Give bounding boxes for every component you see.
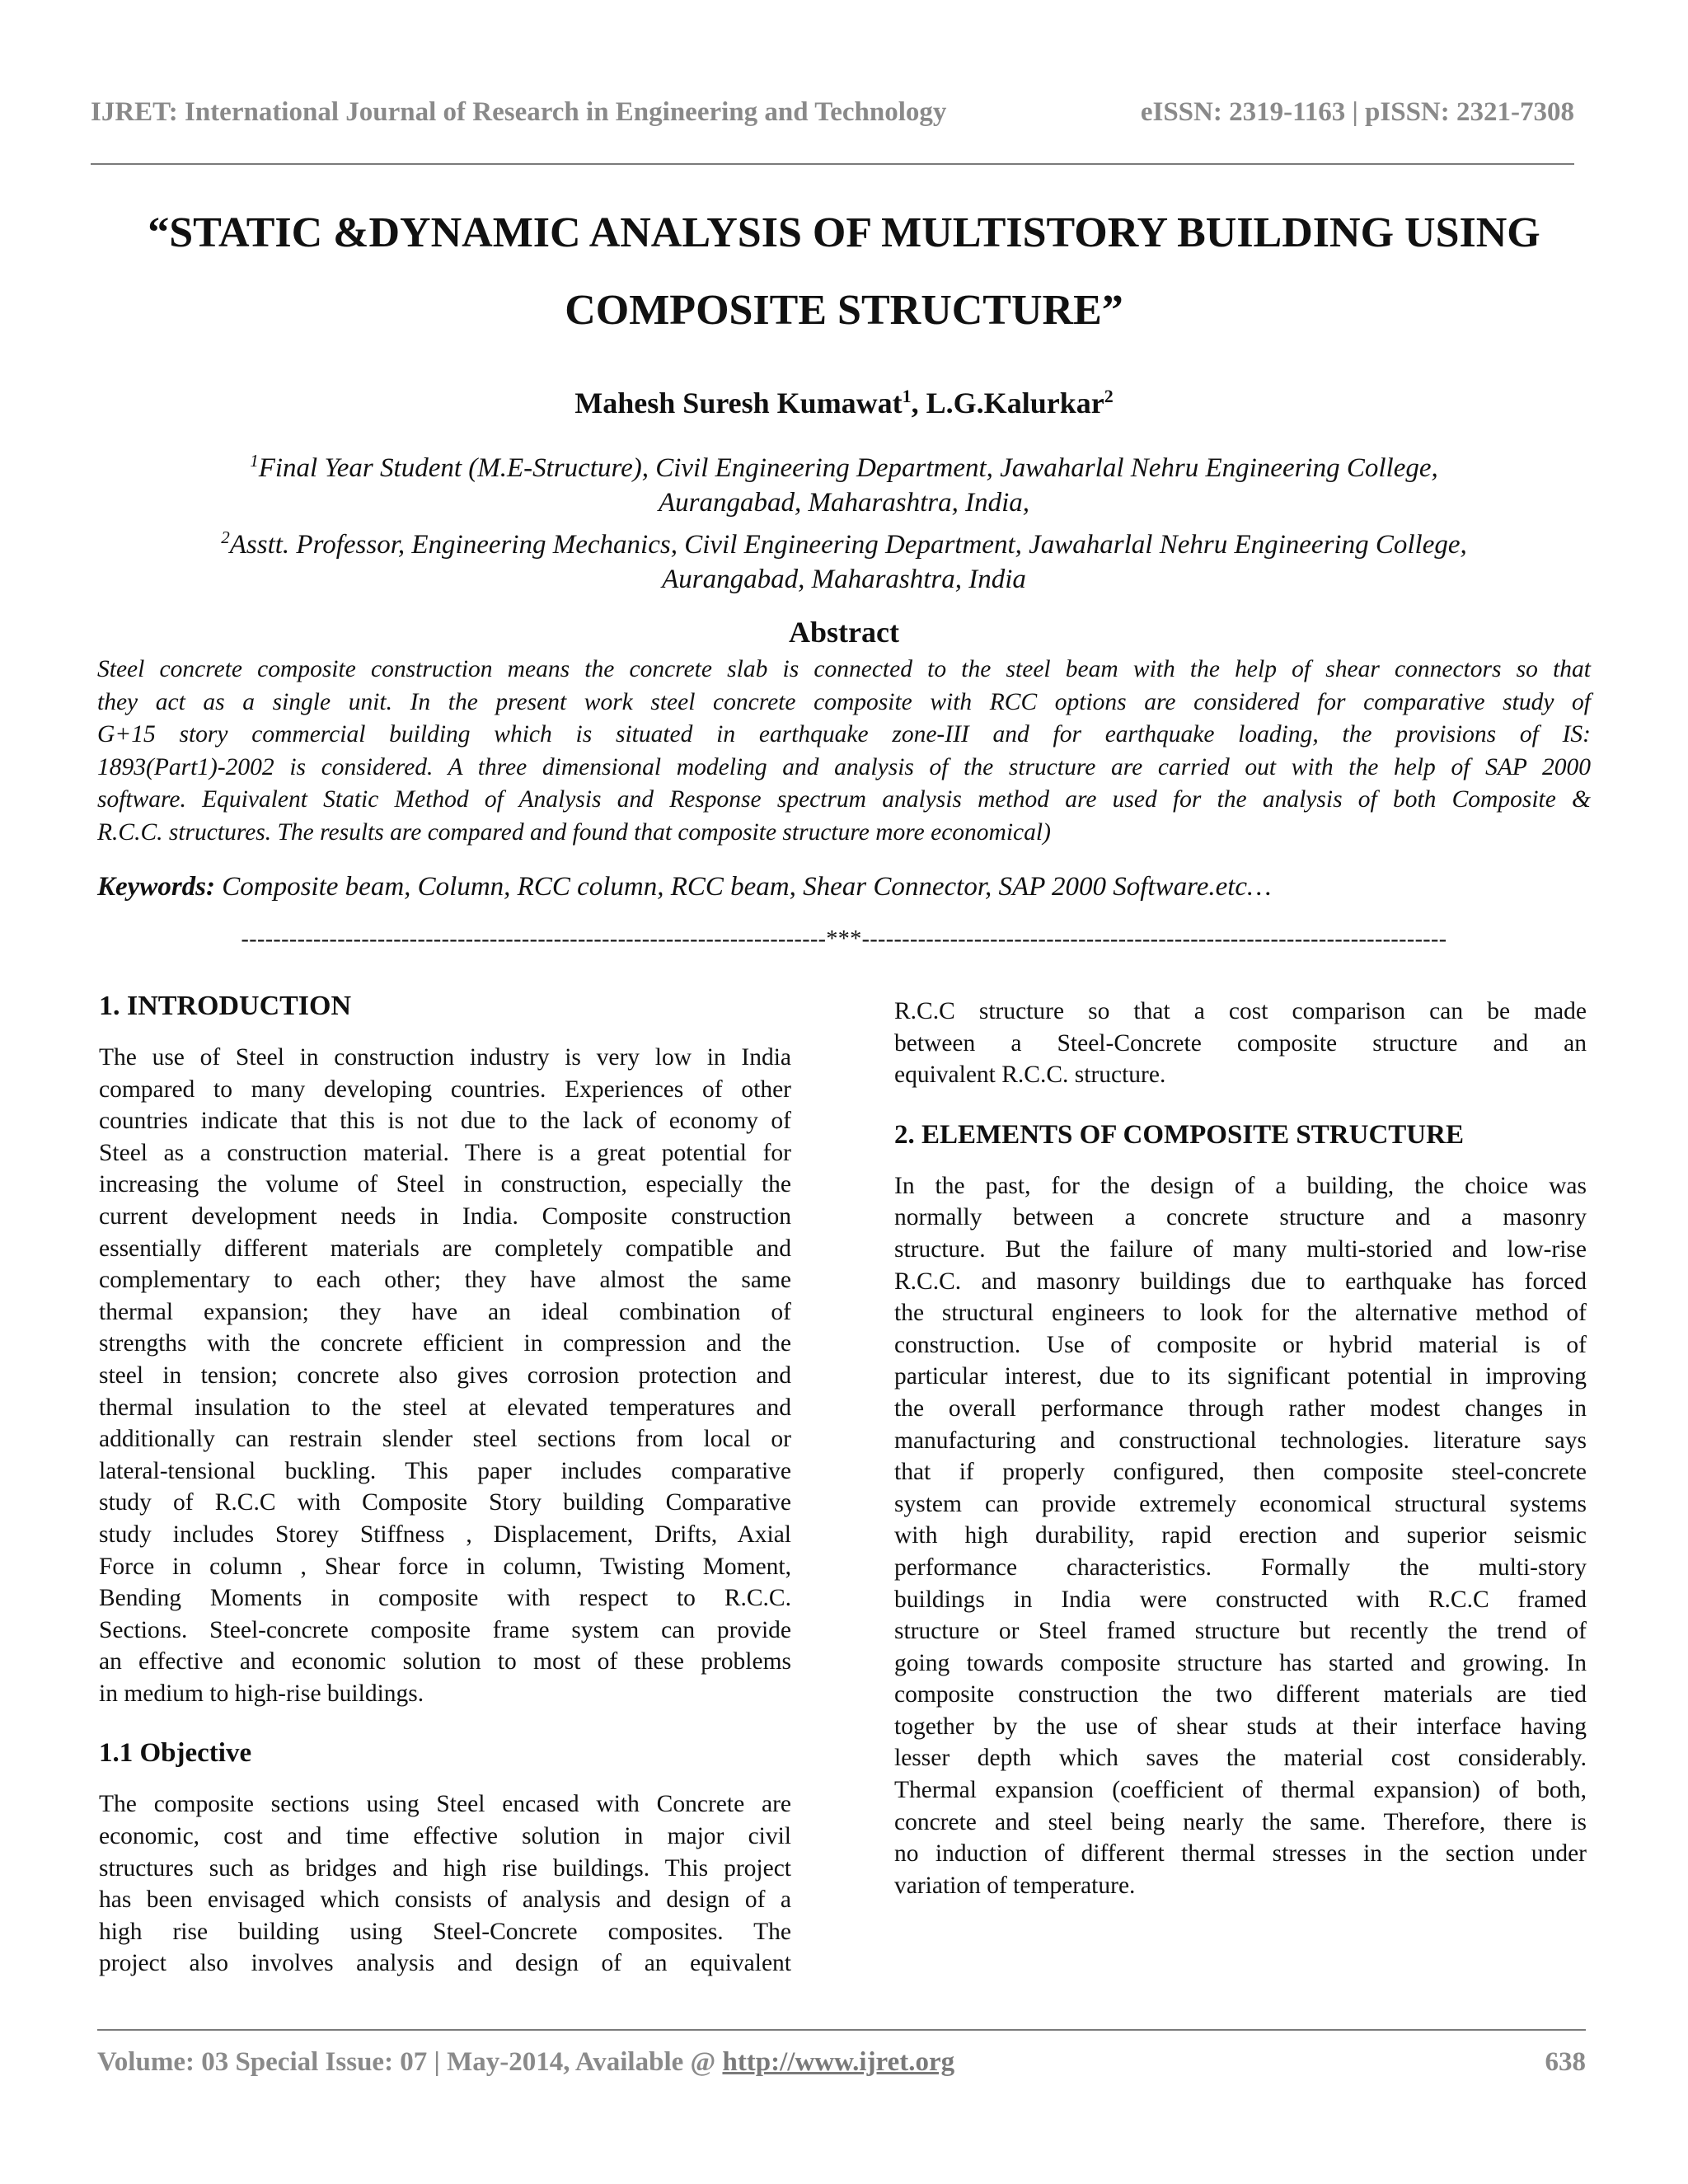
paper-title [82,194,1606,349]
abstract-heading: Abstract [789,616,899,649]
footer-rule [97,2029,1586,2031]
text-line: The use of Steel in construction industry is very low in India [99,1044,791,1071]
author-sep: , [911,387,926,419]
text-line: normally between a concrete structure and a masonry [894,1204,1587,1231]
text-line: Force in column , Shear force in column, Twisting Moment, [99,1553,791,1580]
journal-link[interactable]: http://www.ijret.org [722,2047,955,2077]
right-column [894,996,1587,1901]
text-line: In the past, for the design of a building, the choice was [894,1172,1587,1199]
abstract-body [97,654,1591,849]
affiliations [0,443,1688,597]
text-line: an effective and economic solution to most of these problems [99,1648,791,1675]
text-line: no induction of different thermal stresses in the section under [894,1840,1587,1868]
text-line: lesser depth which saves the material cost considerably. [894,1745,1587,1772]
abstract-line: software. Equivalent Static Method of Analysis and Response spectrum analysis method are used for the analysis of both Composite & [97,786,1591,813]
objective-continuation [894,996,1587,1091]
affiliation-2-sup: 2 [221,527,230,547]
text-line: The composite sections using Steel encased with Concrete are [99,1791,791,1818]
text-line: steel in tension; concrete also gives corrosion protection and [99,1361,791,1389]
text-line: economic, cost and time effective solution in major civil [99,1823,791,1850]
abstract-line: R.C.C. structures. The results are compared and found that composite structure more economical) [97,818,1051,846]
text-line: the structural engineers to look for the alternative method of [894,1300,1587,1327]
text-line: complementary to each other; they have almost the same [99,1267,791,1294]
text-line: study of R.C.C with Composite Story building Comparative [99,1489,791,1516]
text-line: concrete and steel being nearly the same. Therefore, there is [894,1808,1587,1835]
text-line: performance characteristics. Formally the multi-story [894,1554,1587,1581]
text-line: structures such as bridges and high rise buildings. This project [99,1854,791,1882]
text-line: thermal insulation to the steel at elevated temperatures and [99,1394,791,1421]
keywords [97,872,1591,902]
footer-volume-text: Volume: 03 Special Issue: 07 | May-2014, Available @ [97,2047,723,2077]
text-line: manufacturing and constructional technologies. literature says [894,1427,1587,1454]
text-line: has been envisaged which consists of analysis and design of a [99,1886,791,1914]
text-line: increasing the volume of Steel in construction, especially the [99,1171,791,1198]
text-line: compared to many developing countries. Experiences of other [99,1076,791,1103]
affiliation-2-line-1: Asstt. Professor, Engineering Mechanics, Civil Engineering Department, Jawaharlal Nehru Engineering College, [229,530,1467,560]
section-1-1-paragraph [99,1788,791,1980]
text-line: construction. Use of composite or hybrid material is of [894,1331,1587,1358]
text-line: R.C.C. and masonry buildings due to earthquake has forced [894,1268,1587,1295]
section-divider: -------------------------------------------------------------------------***------------------------------------------------------------------------- [241,926,1447,952]
text-line: high rise building using Steel-Concrete composites. The [99,1918,791,1945]
text-line: project also involves analysis and design of an equivalent [99,1950,791,1977]
section-1-heading: 1. INTRODUCTION [99,991,352,1021]
text-line: buildings in India were constructed with R.C.C framed [894,1586,1587,1613]
page-number: 638 [1545,2047,1586,2077]
text-line: composite construction the two different materials are tied [894,1681,1587,1708]
text-line: study includes Storey Stiffness , Displacement, Drifts, Axial [99,1521,791,1548]
left-column [99,991,791,1980]
title-line-1: “STATIC &DYNAMIC ANALYSIS OF MULTISTORY BUILDING USING [148,209,1540,256]
text-line: particular interest, due to its significant potential in improving [894,1363,1587,1390]
section-1-1-heading: 1.1 Objective [99,1738,252,1769]
text-line: structure. But the failure of many multi-storied and low-rise [894,1235,1587,1263]
abstract-line: 1893(Part1)-2002 is considered. A three dimensional modeling and analysis of the structure are carried out with the help of SAP 2000 [97,753,1591,780]
text-line: with high durability, rapid erection and superior seismic [894,1522,1587,1549]
title-line-2: COMPOSITE STRUCTURE” [565,287,1123,334]
text-line: Sections. Steel-concrete composite frame system can provide [99,1616,791,1643]
section-2-paragraph [894,1170,1587,1902]
affiliation-1 [0,443,1688,485]
text-line: equivalent R.C.C. structure. [894,1062,1166,1089]
section-2-heading: 2. ELEMENTS OF COMPOSITE STRUCTURE [894,1119,1464,1150]
running-header [91,97,1574,138]
running-footer [97,2047,1586,2078]
text-line: R.C.C structure so that a cost comparison can be made [894,998,1587,1024]
affiliation-2 [0,520,1688,562]
author-2: L.G.Kalurkar [926,387,1104,419]
keywords-label: Keywords: [97,872,215,902]
keywords-text: Composite beam, Column, RCC column, RCC beam, Shear Connector, SAP 2000 Software.etc… [215,872,1272,902]
affiliation-2-line-2: Aurangabad, Maharashtra, India [662,565,1026,594]
affiliation-1-line-2: Aurangabad, Maharashtra, India, [658,488,1030,518]
text-line: structure or Steel framed structure but recently the trend of [894,1618,1587,1645]
text-line: together by the use of shear studs at their interface having [894,1713,1587,1740]
text-line: Steel as a construction material. There is a great potential for [99,1139,791,1166]
text-line: strengths with the concrete efficient in compression and the [99,1330,791,1357]
text-line: Thermal expansion (coefficient of thermal expansion) of both, [894,1777,1587,1804]
text-line: additionally can restrain slender steel sections from local or [99,1426,791,1453]
text-line: essentially different materials are completely compatible and [99,1235,791,1262]
text-line: the overall performance through rather modest changes in [894,1394,1587,1422]
text-line: going towards composite structure has started and growing. In [894,1649,1587,1676]
text-line: countries indicate that this is not due to the lack of economy of [99,1108,791,1135]
footer-volume [97,2047,954,2078]
text-line: that if properly configured, then composite steel-concrete [894,1459,1587,1486]
author-1-sup: 1 [902,386,912,406]
authors [0,386,1688,420]
text-line: lateral-tensional buckling. This paper includes comparative [99,1457,791,1484]
text-line: between a Steel-Concrete composite structure and an [894,1029,1587,1057]
abstract-line: they act as a single unit. In the present work steel concrete composite with RCC options are considered for comparative study of [97,688,1591,715]
text-line: in medium to high-rise buildings. [99,1680,424,1707]
text-line: current development needs in India. Composite construction [99,1202,791,1230]
section-1-paragraph [99,1042,791,1709]
text-line: system can provide extremely economical structural systems [894,1490,1587,1517]
author-2-sup: 2 [1104,386,1114,406]
text-line: thermal expansion; they have an ideal combination of [99,1298,791,1325]
abstract-line: Steel concrete composite construction means the concrete slab is connected to the steel beam with the help of shear connectors so that [97,656,1591,682]
journal-name: IJRET: International Journal of Research in Engineering and Technology [91,97,947,127]
text-line: Bending Moments in composite with respect to R.C.C. [99,1585,791,1612]
affiliation-1-line-1: Final Year Student (M.E-Structure), Civil Engineering Department, Jawaharlal Nehru Engineering College, [258,453,1438,483]
affiliation-1-sup: 1 [250,451,259,471]
issn: eISSN: 2319-1163 | pISSN: 2321-7308 [1140,97,1574,127]
text-line: variation of temperature. [894,1872,1136,1899]
abstract-line: G+15 story commercial building which is situated in earthquake zone-III and for earthquake loading, the provisions of IS: [97,721,1591,748]
author-1: Mahesh Suresh Kumawat [574,387,903,419]
header-rule [91,163,1574,165]
